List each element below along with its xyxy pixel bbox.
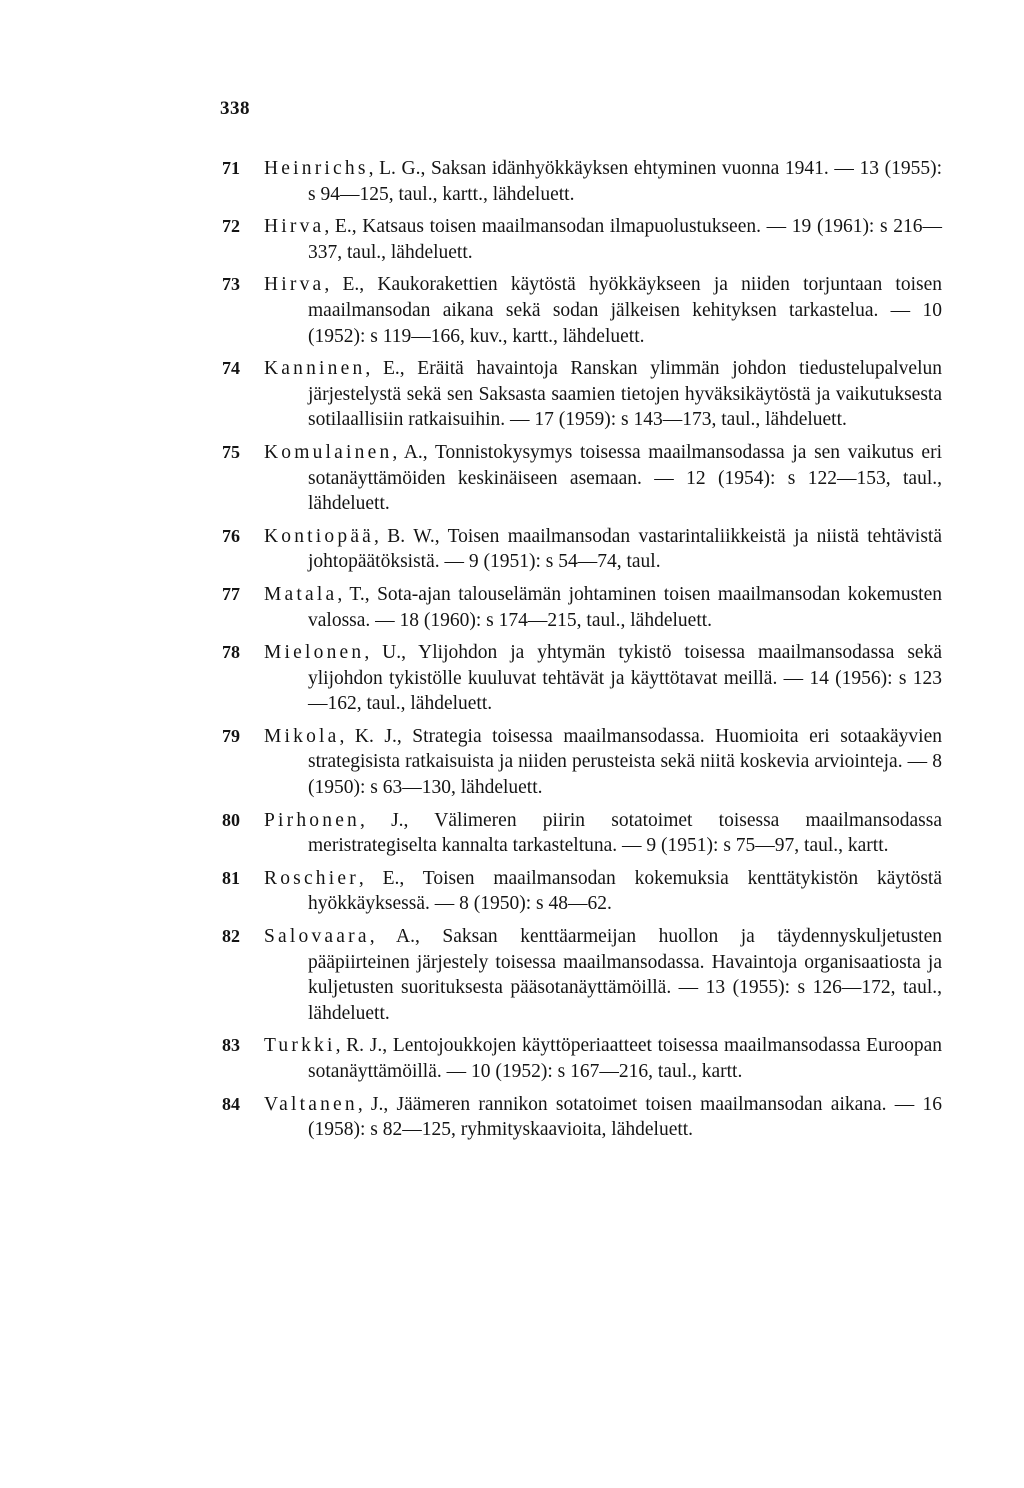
- entry-author: Roschier: [264, 867, 359, 889]
- entry-text: Tonnistokysymys toisessa maailmansodassa ja sen vaikutus eri sotanäyttämöiden keskinäiseen asemaan. — 12 (1954): s 122—153, taul., lähdeluett.: [308, 441, 942, 515]
- entry-text: Katsaus toisen maailmansodan ilmapuolustukseen. — 19 (1961): s 216—337, taul., lähdeluett.: [308, 216, 942, 263]
- entry-text: Sota-ajan talouselämän johtaminen toisen maailmansodan kokemusten valossa. — 18 (1960): s 174—215, taul., lähdeluett.: [308, 583, 942, 631]
- entry-text: Ylijohdon ja yhtymän tykistö toisessa maailmansodassa sekä ylijohdon tykistölle kuuluvat tehtävät ja käyttötavat meillä. — 14 (1956): s 123—162, taul., lähdeluett.: [308, 642, 942, 715]
- entry-initials: , L. G.,: [368, 158, 426, 179]
- entry-text: Toisen maailmansodan kokemuksia kenttätykistön käytöstä hyökkäyksessä. — 8 (1950): s 48—62.: [308, 867, 942, 915]
- bib-entry: [222, 582, 942, 633]
- entry-author: Mielonen: [264, 642, 365, 664]
- entry-number: 77: [222, 583, 240, 604]
- bib-entry: [222, 1033, 942, 1084]
- entry-initials: , T.,: [337, 583, 370, 605]
- entry-text: Välimeren piirin sotatoimet toisessa maailmansodassa meristrategiselta kannalta tarkasteltuna. — 9 (1951): s 75—97, taul., kartt.: [308, 809, 942, 857]
- entry-initials: , J.,: [360, 809, 409, 831]
- entry-initials: , J.,: [357, 1093, 389, 1115]
- entry-text: Eräitä havaintoja Ranskan ylimmän johdon tiedustelupalvelun järjestelystä sekä sen Saksasta saamien tietojen hyväksikäytöstä ja vaikutuksesta sotilaallisiin ratkaisuihin. — 17 (1959): s 143—173, taul., lähdeluett.: [308, 358, 942, 431]
- entry-number: 71: [222, 158, 240, 178]
- bib-entry: [222, 214, 942, 265]
- entry-number: 83: [222, 1035, 240, 1056]
- entry-author: Komulainen: [264, 441, 393, 463]
- entry-initials: , E.,: [324, 274, 365, 296]
- entry-text: Jäämeren rannikon sotatoimet toisen maailmansodan aikana. — 16 (1958): s 82—125, ryhmityskaavioita, lähdeluett.: [308, 1093, 943, 1141]
- entry-author: Matala: [264, 583, 338, 605]
- entry-text: Saksan kenttäarmeijan huollon ja täydennyskuljetusten pääpiirteinen järjestely toisessa maailmansodassa. Havaintoja organisaatiosta ja kuljetusten suorituksesta pääsotanäyttämöillä. — 13 (1955): s 126—172, taul., lähdeluett.: [308, 926, 942, 1024]
- entry-number: 75: [222, 441, 240, 462]
- entry-author: Hirva: [264, 274, 325, 296]
- bib-entry: [222, 866, 942, 917]
- entry-initials: , A.,: [369, 926, 420, 948]
- bibliography-list: [222, 156, 942, 1150]
- entry-author: Kontiopää: [264, 525, 375, 547]
- entry-initials: , A.,: [392, 441, 428, 463]
- entry-author: Valtanen: [264, 1093, 358, 1115]
- bib-entry: [222, 640, 942, 717]
- entry-author: Kanninen: [264, 358, 366, 380]
- entry-text: Kaukorakettien käytöstä hyökkäykseen ja niiden torjuntaan toisen maailmansodan aikana sekä sodan jälkeisen kehityksen tarkastelua. — 10 (1952): s 119—166, kuv., kartt., lähdeluett.: [308, 274, 943, 347]
- bib-entry: [222, 808, 942, 859]
- entry-number: 76: [222, 525, 240, 546]
- entry-text: Saksan idänhyökkäyksen ehtyminen vuonna 1941. — 13 (1955): s 94—125, taul., kartt., lähdeluett.: [308, 158, 942, 205]
- entry-initials: , B. W.,: [374, 525, 440, 547]
- entry-number: 82: [222, 926, 240, 947]
- entry-author: Mikola: [264, 725, 340, 747]
- entry-initials: , K. J.,: [339, 725, 402, 747]
- bib-entry: [222, 1092, 942, 1143]
- entry-number: 84: [222, 1093, 240, 1114]
- entry-number: 73: [222, 274, 240, 295]
- entry-initials: , E.,: [324, 216, 357, 238]
- entry-text: Strategia toisessa maailmansodassa. Huomioita eri sotaakäyvien strategisista ratkaisuista ja niiden perusteista sekä niitä koskevia arviointeja. — 8 (1950): s 63—130, lähdeluett.: [308, 725, 943, 799]
- bib-entry: [222, 924, 942, 1026]
- entry-author: Hirva: [264, 216, 325, 238]
- bib-entry: [222, 440, 942, 517]
- bib-entry: [222, 524, 942, 575]
- entry-author: Turkki: [264, 1035, 336, 1057]
- entry-number: 72: [222, 216, 240, 237]
- entry-number: 81: [222, 867, 240, 888]
- entry-number: 78: [222, 642, 240, 663]
- entry-number: 80: [222, 809, 240, 830]
- entry-text: Lentojoukkojen käyttöperiaatteet toisessa maailmansodassa Euroopan sotanäyttämöillä. — 10 (1952): s 167—216, taul., kartt.: [308, 1035, 942, 1082]
- entry-text: Toisen maailmansodan vastarintaliikkeistä ja niistä tehtävistä johtopäätöksistä. — 9 (1951): s 54—74, taul.: [308, 525, 942, 573]
- entry-initials: , E.,: [358, 867, 405, 889]
- entry-number: 74: [222, 358, 240, 379]
- page-number: 338: [220, 98, 250, 119]
- entry-author: Salovaara: [264, 926, 370, 948]
- entry-initials: , E.,: [365, 358, 405, 380]
- entry-initials: , R. J.,: [335, 1035, 388, 1057]
- entry-author: Heinrichs: [264, 158, 369, 179]
- entry-number: 79: [222, 725, 240, 746]
- bib-entry: [222, 272, 942, 349]
- entry-author: Pirhonen: [264, 809, 361, 831]
- bib-entry: [222, 724, 942, 801]
- entry-initials: , U.,: [364, 642, 406, 664]
- bib-entry: [222, 156, 942, 207]
- bib-entry: [222, 356, 942, 433]
